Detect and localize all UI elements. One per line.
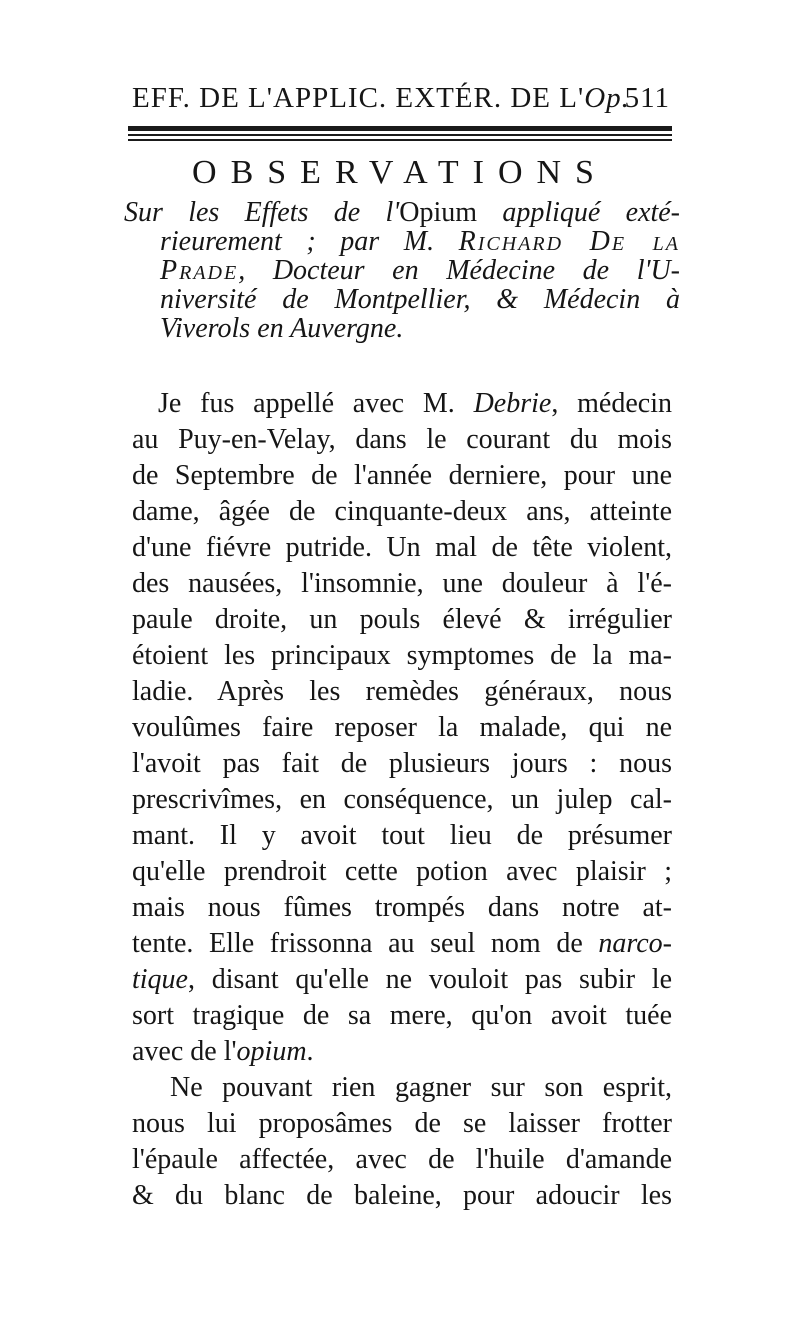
text-line: au Puy-en-Velay, dans le courant du mois: [132, 424, 672, 455]
author-name: Prade: [160, 255, 239, 286]
running-head: [132, 76, 672, 120]
section-heading: OBSERVATIONS: [192, 154, 608, 191]
text-line: qu'elle prendroit cette potion avec plaisir ;: [132, 856, 672, 887]
italic-term: opium: [236, 1036, 307, 1067]
subtitle-text-upright: Opium: [399, 197, 477, 228]
subtitle-text: rieurement ; par M.: [160, 226, 459, 257]
text-line: & du blanc de baleine, pour adoucir les: [132, 1180, 672, 1211]
subtitle-text: Viverols en Auvergne.: [160, 313, 404, 344]
text-run: , disant qu'elle ne vouloit pas subir le: [188, 964, 672, 995]
running-head-op: Op.: [584, 82, 630, 114]
text-line: paule droite, un pouls élevé & irrégulier: [132, 604, 672, 635]
text-line: [132, 386, 672, 422]
text-line: nous lui proposâmes de se laisser frotter: [132, 1108, 672, 1139]
text-run: .: [306, 1036, 314, 1067]
text-line: l'épaule affectée, avec de l'huile d'amande: [132, 1144, 672, 1175]
text-line: prescrivîmes, en conséquence, un julep cal-: [132, 784, 672, 815]
subtitle-text: appliqué exté-: [477, 197, 680, 228]
header-rule-thin: [128, 134, 672, 136]
text-run: Je fus appellé avec M.: [158, 388, 474, 419]
text-line: d'une fiévre putride. Un mal de tête violent,: [132, 532, 672, 563]
text-line: étoient les principaux symptomes de la ma-: [132, 640, 672, 671]
subtitle-line: [124, 314, 680, 343]
person-name: Debrie: [473, 388, 552, 419]
body-text: [132, 386, 672, 1214]
text-line: l'avoit pas fait de plusieurs jours : nous: [132, 748, 672, 779]
running-head-text: EFF. DE L'APPLIC. EXTÉR. DE L': [132, 82, 585, 114]
subtitle-text: , Docteur en Médecine de l'U-: [238, 255, 680, 286]
text-line: sort tragique de sa mere, qu'on avoit tuée: [132, 1000, 672, 1031]
subtitle-line: [124, 227, 680, 256]
text-line: [132, 926, 672, 962]
italic-term: tique: [132, 964, 188, 995]
text-line: mant. Il y avoit tout lieu de présumer: [132, 820, 672, 851]
text-line: mais nous fûmes trompés dans notre at-: [132, 892, 672, 923]
header-rule-thin-2: [128, 139, 672, 141]
subtitle-line: [124, 285, 680, 314]
subtitle-text: niversité de Montpellier, & Médecin à: [160, 284, 680, 315]
header-rule-thick: [128, 126, 672, 131]
section-subtitle: [124, 198, 680, 343]
author-name: Richard De la: [458, 226, 680, 257]
page-number: 511: [624, 82, 670, 114]
subtitle-line: [124, 198, 680, 227]
text-line: voulûmes faire reposer la malade, qui ne: [132, 712, 672, 743]
text-line: [132, 1034, 672, 1070]
text-line: dame, âgée de cinquante-deux ans, atteinte: [132, 496, 672, 527]
text-line: de Septembre de l'année derniere, pour une: [132, 460, 672, 491]
subtitle-text: Sur les Effets de l': [124, 197, 400, 228]
text-run: , médecin: [551, 388, 672, 419]
text-run: tente. Elle frissonna au seul nom de: [132, 928, 599, 959]
text-line: [132, 962, 672, 998]
italic-term: narco-: [598, 928, 672, 959]
text-line: des nausées, l'insomnie, une douleur à l'é-: [132, 568, 672, 599]
text-run: avec de l': [132, 1036, 237, 1067]
text-line: ladie. Après les remèdes généraux, nous: [132, 676, 672, 707]
text-line: Ne pouvant rien gagner sur son esprit,: [170, 1072, 672, 1103]
subtitle-line: [124, 256, 680, 285]
